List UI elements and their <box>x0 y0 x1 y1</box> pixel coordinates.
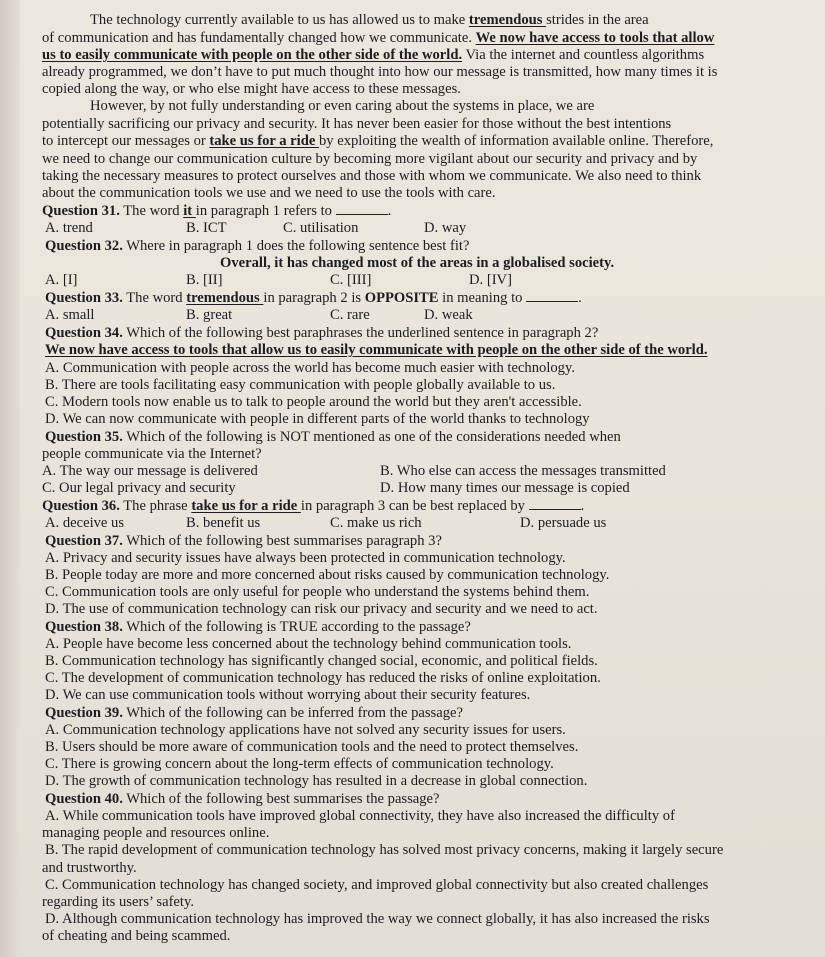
q36-option-a[interactable]: A. deceive us <box>45 515 125 531</box>
q39-option-b[interactable]: B. Users should be more aware of communication tools and the need to protect themselves. <box>45 739 579 755</box>
underlined-sentence-part2: us to easily communicate with people on the other side of the world. <box>42 47 463 63</box>
q31-option-b[interactable]: B. ICT <box>186 220 227 236</box>
p2-line-6: about the communication tools we use and we need to use the tools with care. <box>42 185 496 201</box>
q35-option-b[interactable]: B. Who else can access the messages transmitted <box>380 463 666 479</box>
q40-option-b-cont[interactable]: and trustworthy. <box>42 860 137 876</box>
q36-option-b[interactable]: B. benefit us <box>186 515 261 531</box>
q38-option-d[interactable]: D. We can use communication tools without worrying about their security features. <box>45 687 531 703</box>
q32-option-a[interactable]: A. [I] <box>45 272 78 288</box>
question-32: Question 32. Where in paragraph 1 does the following sentence best fit? <box>45 238 470 254</box>
question-37: Question 37. Which of the following best summarises paragraph 3? <box>45 533 442 549</box>
q38-option-c[interactable]: C. The development of communication technology has reduced the risks of online exploitation. <box>45 670 601 686</box>
q31-option-c[interactable]: C. utilisation <box>283 220 359 236</box>
q31-option-d[interactable]: D. way <box>424 220 467 236</box>
q33-option-c[interactable]: C. rare <box>330 307 370 323</box>
q32-option-b[interactable]: B. [II] <box>186 272 223 288</box>
q35-option-a[interactable]: A. The way our message is delivered <box>42 463 258 479</box>
p2-line-2: potentially sacrificing our privacy and security. It has never been easier for those without the best intentions <box>42 116 672 132</box>
answer-blank <box>336 203 388 215</box>
p1-line-5: copied along the way, or who else might have access to these messages. <box>42 81 461 97</box>
question-35-line-2: people communicate via the Internet? <box>42 446 262 462</box>
q34-option-a[interactable]: A. Communication with people across the world has become much easier with technology. <box>45 360 575 376</box>
q38-option-a[interactable]: A. People have become less concerned about the technology behind communication tools. <box>45 636 572 652</box>
q32-option-d[interactable]: D. [IV] <box>469 272 512 288</box>
q31-option-a[interactable]: A. trend <box>45 220 93 236</box>
q32-sentence: Overall, it has changed most of the areas in a globalised society. <box>220 255 615 271</box>
q40-option-b[interactable]: B. The rapid development of communication technology has solved most privacy concerns, making it largely secure <box>45 842 724 858</box>
q37-option-b[interactable]: B. People today are more and more concerned about risks caused by communication technology. <box>45 567 610 583</box>
q39-option-c[interactable]: C. There is growing concern about the long-term effects of communication technology. <box>45 756 554 772</box>
question-40: Question 40. Which of the following best summarises the passage? <box>45 791 440 807</box>
q40-option-c-cont[interactable]: regarding its users’ safety. <box>42 894 194 910</box>
p2-line-5: taking the necessary measures to protect ourselves and those with whom we communicate. We also need to think <box>42 168 702 184</box>
q34-option-b[interactable]: B. There are tools facilitating easy communication with people globally available to us. <box>45 377 556 393</box>
page-edge-shadow <box>0 0 20 957</box>
answer-blank <box>526 290 578 302</box>
q33-option-b[interactable]: B. great <box>186 307 233 323</box>
q37-option-c[interactable]: C. Communication tools are only useful for people who understand the systems behind them. <box>45 584 590 600</box>
question-36: Question 36. The phrase take us for a ride in paragraph 3 can be best replaced by . <box>42 498 585 514</box>
question-35: Question 35. Which of the following is NOT mentioned as one of the considerations needed when <box>45 429 621 445</box>
q37-option-a[interactable]: A. Privacy and security issues have always been protected in communication technology. <box>45 550 566 566</box>
q33-option-d[interactable]: D. weak <box>424 307 473 323</box>
p2-line-4: we need to change our communication culture by becoming more vigilant about our security and privacy and by <box>42 151 698 167</box>
p1-line-4: already programmed, we don’t have to put much thought into how our message is transmitted, how many times it is <box>42 64 718 80</box>
q40-option-c[interactable]: C. Communication technology has changed society, and improved global connectivity but also created challenges <box>45 877 709 893</box>
question-33: Question 33. The word tremendous in paragraph 2 is OPPOSITE in meaning to . <box>45 290 582 306</box>
q35-option-c[interactable]: C. Our legal privacy and security <box>42 480 236 496</box>
answer-blank <box>529 498 581 510</box>
question-38: Question 38. Which of the following is TRUE according to the passage? <box>45 619 471 635</box>
q33-option-a[interactable]: A. small <box>45 307 95 323</box>
p1-line-2: of communication and has fundamentally changed how we communicate. We now have access to tools that allow <box>42 30 715 46</box>
underlined-sentence-part1: We now have access to tools that allow <box>475 30 715 46</box>
p2-line-1: However, by not fully understanding or even caring about the systems in place, we are <box>90 98 595 114</box>
q40-option-d-cont[interactable]: of cheating and being scammed. <box>42 928 231 944</box>
q36-option-d[interactable]: D. persuade us <box>520 515 607 531</box>
p2-line-3: to intercept our messages or take us for a ride by exploiting the wealth of information available online. Therefore, <box>42 133 714 149</box>
q38-option-b[interactable]: B. Communication technology has significantly changed social, economic, and political fields. <box>45 653 598 669</box>
q40-option-a[interactable]: A. While communication tools have improved global connectivity, they have also increased the difficulty of <box>45 808 675 824</box>
question-34: Question 34. Which of the following best paraphrases the underlined sentence in paragraph 2? <box>45 325 599 341</box>
q40-option-a-cont[interactable]: managing people and resources online. <box>42 825 270 841</box>
q34-option-d[interactable]: D. We can now communicate with people in different parts of the world thanks to technology <box>45 411 590 427</box>
q37-option-d[interactable]: D. The use of communication technology can risk our privacy and security and we need to act. <box>45 601 598 617</box>
q40-option-d[interactable]: D. Although communication technology has improved the way we connect globally, it has also increased the risks <box>45 911 710 927</box>
q36-option-c[interactable]: C. make us rich <box>330 515 422 531</box>
q34-option-c[interactable]: C. Modern tools now enable us to talk to people around the world but they aren't accessible. <box>45 394 582 410</box>
q39-option-a[interactable]: A. Communication technology applications have not solved any security issues for users. <box>45 722 566 738</box>
question-39: Question 39. Which of the following can be inferred from the passage? <box>45 705 463 721</box>
p1-line-3: us to easily communicate with people on the other side of the world. Via the internet and countless algorithms <box>42 47 705 63</box>
q39-option-d[interactable]: D. The growth of communication technology has resulted in a decrease in global connection. <box>45 773 588 789</box>
q34-sentence: We now have access to tools that allow us to easily communicate with people on the other side of the world. <box>45 342 708 358</box>
p1-line-1: The technology currently available to us has allowed us to make tremendous strides in the area <box>90 12 649 28</box>
q32-option-c[interactable]: C. [III] <box>330 272 372 288</box>
question-31: Question 31. The word it in paragraph 1 refers to . <box>42 203 392 219</box>
q35-option-d[interactable]: D. How many times our message is copied <box>380 480 630 496</box>
